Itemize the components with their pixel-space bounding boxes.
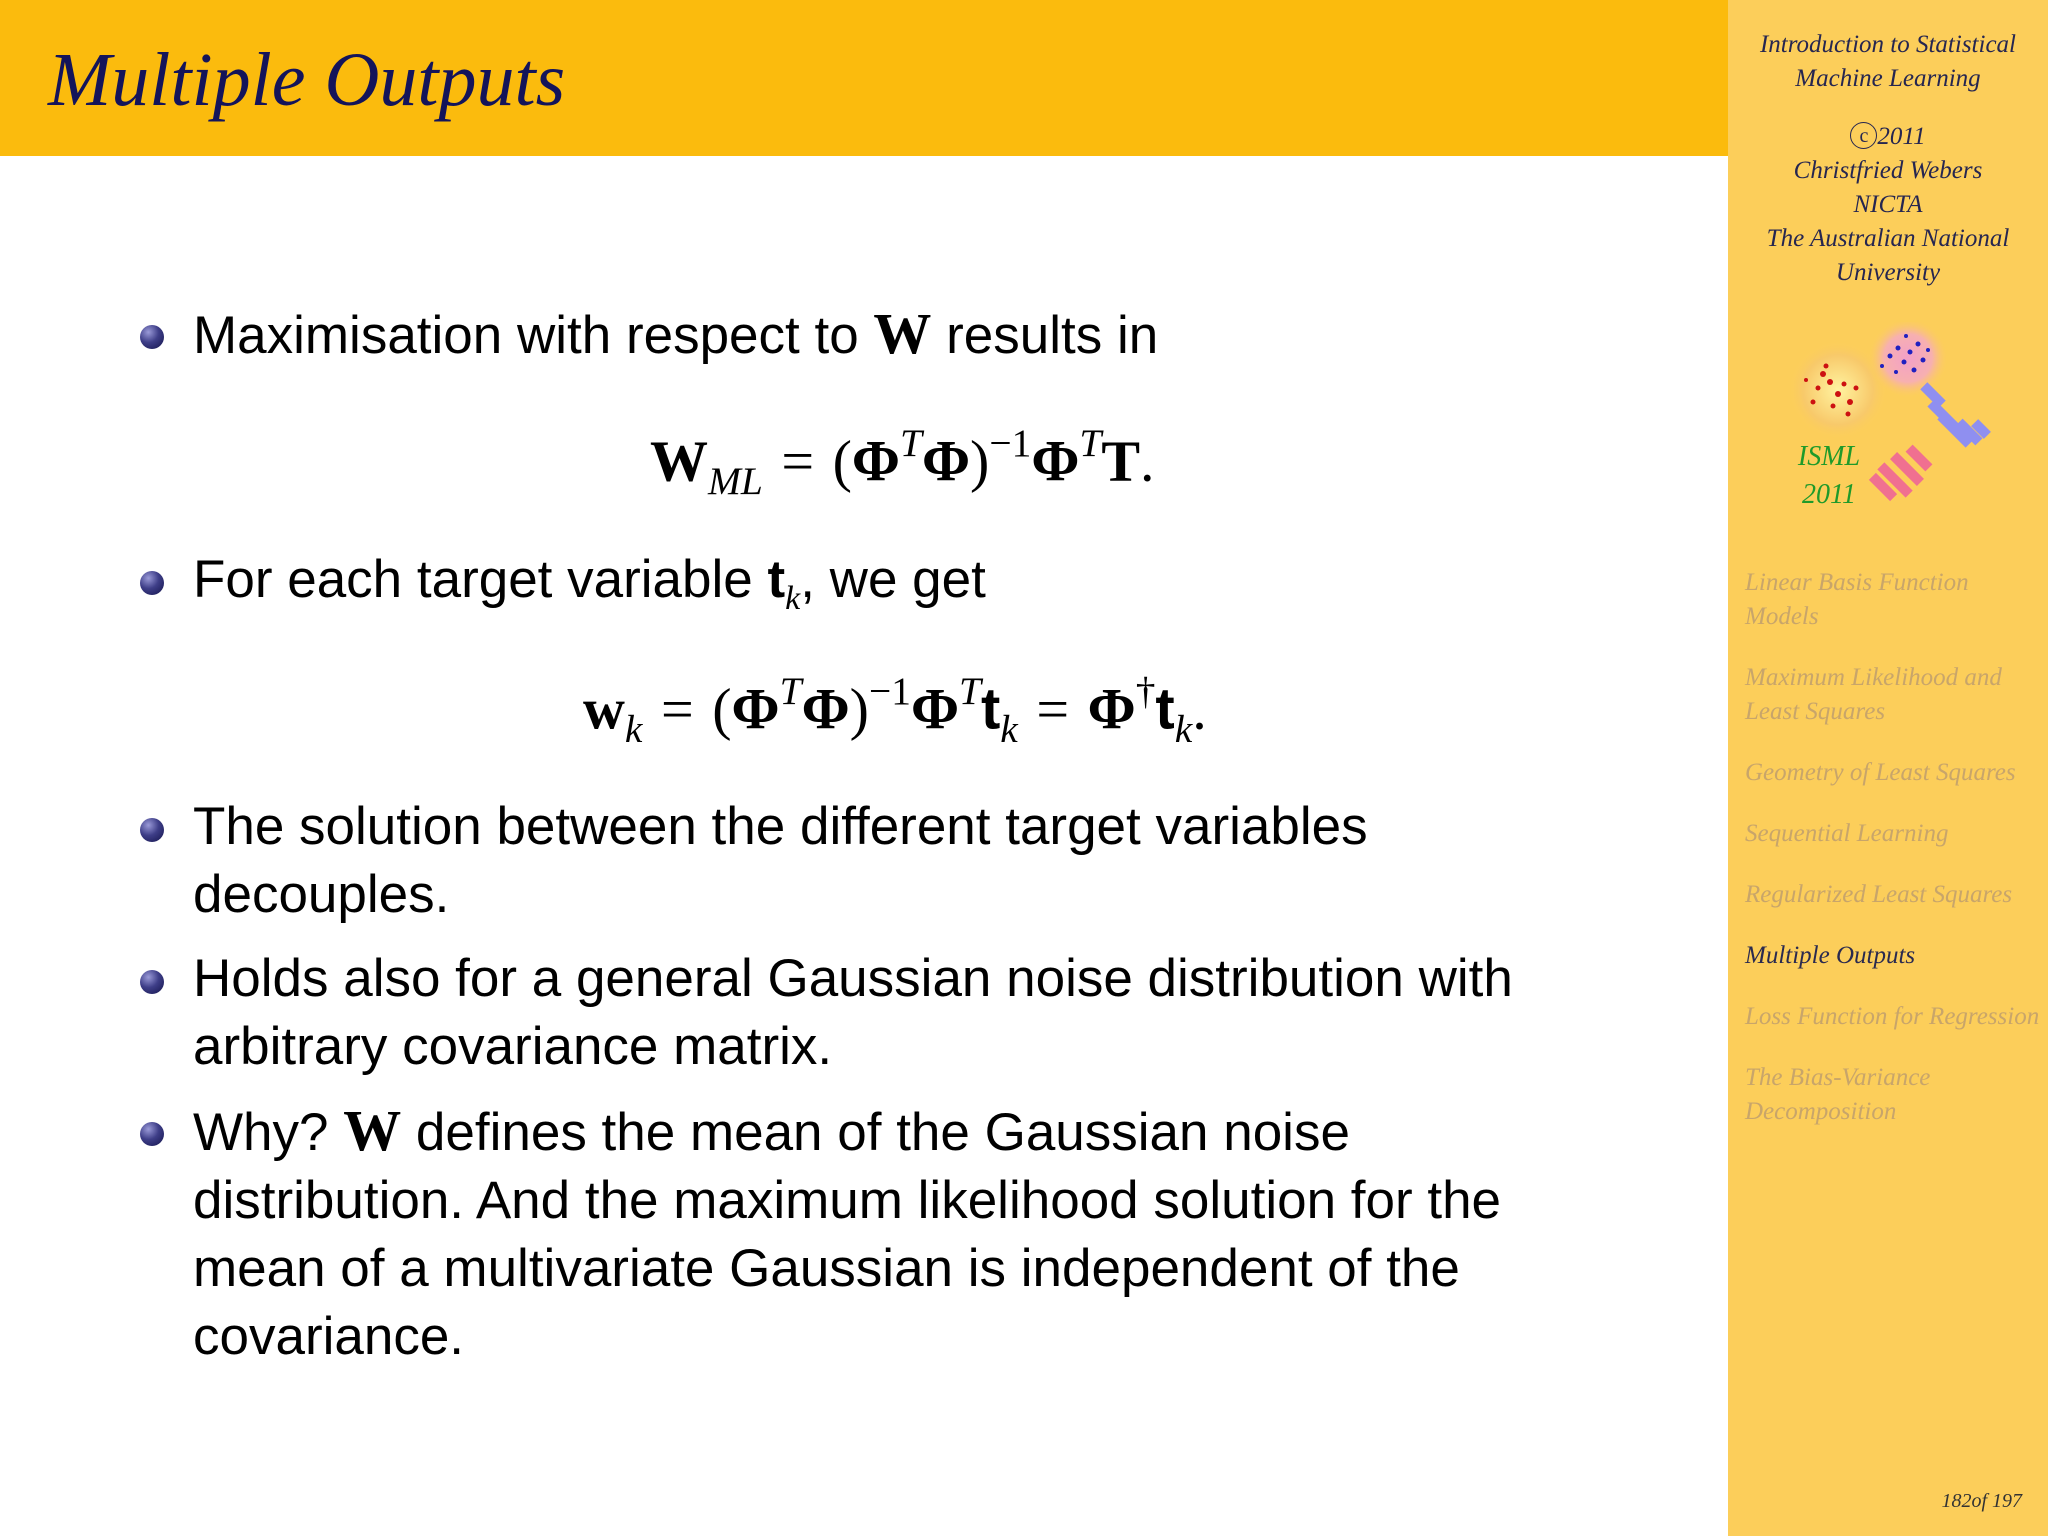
eq1-period: .: [1140, 428, 1155, 494]
logo-caption-line2: 2011: [1802, 479, 1856, 510]
b2-symbol: t: [767, 550, 786, 609]
sidebar-toc: [1745, 566, 2045, 1156]
copyright-year: 2011: [1877, 123, 1926, 150]
course-title: Introduction to Statistical Machine Learning: [1759, 31, 2016, 92]
title-bar: [0, 0, 1728, 156]
b2-text-post: , we get: [800, 550, 986, 609]
b1-symbol: W: [873, 301, 932, 366]
eq2-transpose-2: T: [959, 669, 981, 713]
bullet-icon: [140, 818, 164, 842]
b3-line1: The solution between the different target variables: [193, 797, 1368, 856]
eq2-period: .: [1192, 676, 1207, 742]
eq2-phi-4: Φ: [1087, 676, 1136, 742]
author: Christfried Webers: [1793, 157, 1983, 184]
eq2-transpose: T: [779, 669, 802, 713]
eq1-phi-2: Φ: [921, 428, 971, 494]
logo-caption: [1774, 438, 1884, 514]
b5-why: Why?: [193, 1103, 344, 1162]
equation-1: [650, 420, 1155, 504]
eq1-target-matrix: T: [1101, 428, 1141, 494]
b5-line4: covariance.: [193, 1307, 465, 1366]
toc-item-loss-function[interactable]: Loss Function for Regression: [1745, 1003, 2040, 1030]
bullet-icon: [140, 970, 164, 994]
toc-item-bias-variance[interactable]: The Bias-Variance Decomposition: [1745, 1064, 1931, 1125]
eq2-phi-2: Φ: [801, 676, 850, 742]
eq1-transpose-2: T: [1079, 421, 1102, 465]
toc-item-linear-basis-function-models[interactable]: Linear Basis Function Models: [1745, 569, 1969, 630]
eq1-close-paren: ): [970, 428, 990, 494]
slide-title: Multiple Outputs: [48, 38, 566, 122]
toc-item-maximum-likelihood[interactable]: Maximum Likelihood and Least Squares: [1745, 664, 2002, 725]
b1-text-pre: Maximisation with respect to: [193, 306, 874, 365]
bullet-icon: [140, 1122, 164, 1146]
eq2-phi-3: Φ: [910, 676, 960, 742]
eq2-inverse: −1: [868, 669, 911, 713]
bullet-4: [193, 945, 1673, 1081]
eq2-equals-2: =: [1036, 676, 1070, 742]
bullet-3: [193, 793, 1673, 929]
eq2-pseudoinverse: †: [1135, 669, 1156, 713]
b2-symbol-sub: k: [785, 580, 801, 617]
toc-item-sequential-learning[interactable]: Sequential Learning: [1745, 820, 1949, 847]
bullet-icon: [140, 571, 164, 595]
eq2-target-sub-2: k: [1174, 707, 1193, 752]
eq1-lhs-sub: ML: [708, 459, 763, 504]
toc-item-regularized-least-squares[interactable]: Regularized Least Squares: [1745, 881, 2013, 908]
bullet-5: [193, 1097, 1673, 1371]
b1-text-post: results in: [931, 306, 1159, 365]
bullet-2: [193, 546, 1673, 633]
copyright-icon: c: [1850, 122, 1877, 149]
university: The Australian National University: [1766, 225, 2010, 286]
eq2-equals: =: [660, 676, 694, 742]
b5-line3: mean of a multivariate Gaussian is independent of the: [193, 1239, 1460, 1298]
eq2-open-paren: (: [712, 676, 732, 742]
b2-text-pre: For each target variable: [193, 550, 768, 609]
equation-2: [583, 668, 1207, 752]
b5-line2: distribution. And the maximum likelihood solution for the: [193, 1171, 1502, 1230]
b5-rest1: defines the mean of the Gaussian noise: [401, 1103, 1350, 1162]
eq1-phi: Φ: [851, 428, 900, 494]
eq1-lhs: W: [650, 428, 708, 494]
eq1-phi-3: Φ: [1031, 428, 1080, 494]
toc-item-geometry-of-least-squares[interactable]: Geometry of Least Squares: [1745, 759, 2016, 786]
eq2-close-paren: ): [849, 676, 869, 742]
eq1-open-paren: (: [832, 428, 852, 494]
b3-line2: decouples.: [193, 865, 450, 924]
copyright-line: [1728, 120, 2048, 154]
eq2-target-sub: k: [1000, 707, 1018, 752]
copyright-block: [1728, 120, 2048, 290]
page-number: 182of 197: [1941, 1490, 2022, 1512]
b5-symbol: W: [343, 1098, 402, 1163]
bullet-icon: [140, 325, 164, 349]
eq2-target-2: t: [1155, 676, 1175, 742]
logo-caption-line1: ISML: [1797, 441, 1861, 472]
eq1-transpose: T: [900, 421, 922, 465]
bullet-1: [193, 300, 1673, 370]
organization: NICTA: [1853, 191, 1923, 218]
eq2-phi: Φ: [731, 676, 780, 742]
eq1-equals: =: [781, 428, 815, 494]
eq1-inverse: −1: [989, 421, 1032, 465]
eq2-lhs-sub: k: [624, 707, 643, 752]
b4-line1: Holds also for a general Gaussian noise distribution with: [193, 949, 1513, 1008]
eq2-lhs: w: [583, 676, 625, 742]
eq2-target: t: [980, 676, 1001, 742]
b4-line2: arbitrary covariance matrix.: [193, 1017, 833, 1076]
toc-item-multiple-outputs[interactable]: Multiple Outputs: [1745, 942, 1916, 969]
